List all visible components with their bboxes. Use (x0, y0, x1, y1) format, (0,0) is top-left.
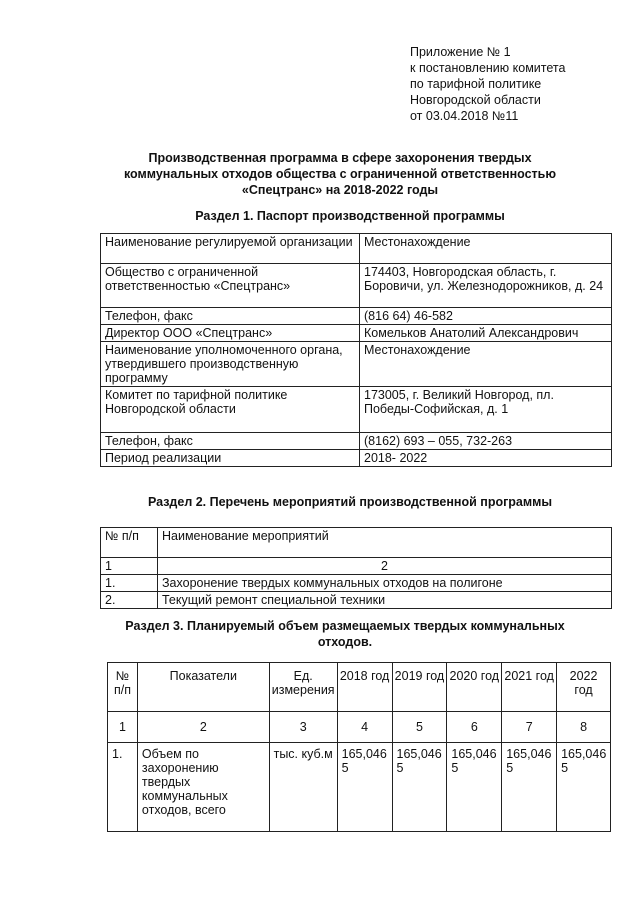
volume-header-cell: 2022 год (557, 663, 611, 712)
table-row (101, 387, 612, 433)
passport-value: 174403, Новгородская область, г. Боровичи, ул. Железнодорожников, д. 24 (360, 264, 612, 308)
volume-data-cell: 165,0465 (447, 743, 502, 832)
section3-title: Раздел 3. Планируемый объем размещаемых твердых коммунальных отходов. (125, 619, 565, 649)
volume-data-cell: тыс. куб.м (269, 743, 337, 832)
passport-value: (816 64) 46-582 (360, 308, 612, 325)
table-row (101, 342, 612, 387)
volume-index-cell: 5 (392, 712, 447, 743)
passport-label: Общество с ограниченной ответственностью «Спецтранс» (101, 264, 360, 308)
passport-table (100, 233, 612, 467)
passport-label: Комитет по тарифной политике Новгородской области (101, 387, 360, 433)
volume-header-cell: 2020 год (447, 663, 502, 712)
table-row (101, 450, 612, 467)
volume-data-cell: Объем по захоронению твердых коммунальных отходов, всего (137, 743, 269, 832)
events-header-num: № п/п (101, 528, 158, 558)
events-index-name: 2 (158, 558, 612, 575)
table-row (108, 743, 611, 832)
volume-index-cell: 1 (108, 712, 138, 743)
table-row (108, 663, 611, 712)
table-row (101, 528, 612, 558)
table-row (101, 558, 612, 575)
volume-data-cell: 165,0465 (502, 743, 557, 832)
passport-value: 2018- 2022 (360, 450, 612, 467)
passport-value: (8162) 693 – 055, 732-263 (360, 433, 612, 450)
volume-header-cell: 2018 год (337, 663, 392, 712)
volume-index-cell: 2 (137, 712, 269, 743)
passport-value: 173005, г. Великий Новгород, пл. Победы-Софийская, д. 1 (360, 387, 612, 433)
volume-data-cell: 165,0465 (392, 743, 447, 832)
volume-data-cell: 165,0465 (557, 743, 611, 832)
volume-header-cell: 2021 год (502, 663, 557, 712)
volume-header-cell: Ед. измерения (269, 663, 337, 712)
section1-title: Раздел 1. Паспорт производственной программы (195, 209, 505, 223)
table-row (101, 575, 612, 592)
table-row (101, 592, 612, 609)
volume-data-cell: 1. (108, 743, 138, 832)
passport-label: Телефон, факс (101, 433, 360, 450)
volume-index-cell: 7 (502, 712, 557, 743)
events-name: Текущий ремонт специальной техники (158, 592, 612, 609)
volume-index-cell: 4 (337, 712, 392, 743)
document-title: Производственная программа в сфере захоронения твердых коммунальных отходов общества с ограниченной ответственностью «Спецтранс» на 2018-2022 годы (123, 151, 557, 197)
passport-label: Телефон, факс (101, 308, 360, 325)
events-table (100, 527, 612, 609)
volume-header-cell: № п/п (108, 663, 138, 712)
events-name: Захоронение твердых коммунальных отходов на полигоне (158, 575, 612, 592)
table-row (101, 433, 612, 450)
table-row (101, 308, 612, 325)
table-row (101, 325, 612, 342)
appendix-note: Приложение № 1 к постановлению комитета по тарифной политике Новгородской области от 03.04.2018 №11 (410, 45, 566, 123)
passport-value: Местонахождение (360, 234, 612, 264)
volume-index-cell: 6 (447, 712, 502, 743)
passport-label: Наименование регулируемой организации (101, 234, 360, 264)
volume-header-cell: 2019 год (392, 663, 447, 712)
passport-label: Период реализации (101, 450, 360, 467)
events-num: 1. (101, 575, 158, 592)
table-row (101, 264, 612, 308)
passport-value: Местонахождение (360, 342, 612, 387)
volume-data-cell: 165,0465 (337, 743, 392, 832)
passport-label: Наименование уполномоченного органа, утвердившего производственную программу (101, 342, 360, 387)
volume-index-cell: 3 (269, 712, 337, 743)
passport-value: Комельков Анатолий Александрович (360, 325, 612, 342)
events-header-name: Наименование мероприятий (158, 528, 612, 558)
passport-label: Директор ООО «Спецтранс» (101, 325, 360, 342)
section2-title: Раздел 2. Перечень мероприятий производственной программы (147, 495, 553, 509)
volume-header-cell: Показатели (137, 663, 269, 712)
events-num: 2. (101, 592, 158, 609)
volume-index-cell: 8 (557, 712, 611, 743)
table-row (101, 234, 612, 264)
events-index-num: 1 (101, 558, 158, 575)
table-row (108, 712, 611, 743)
volume-table (107, 662, 611, 832)
